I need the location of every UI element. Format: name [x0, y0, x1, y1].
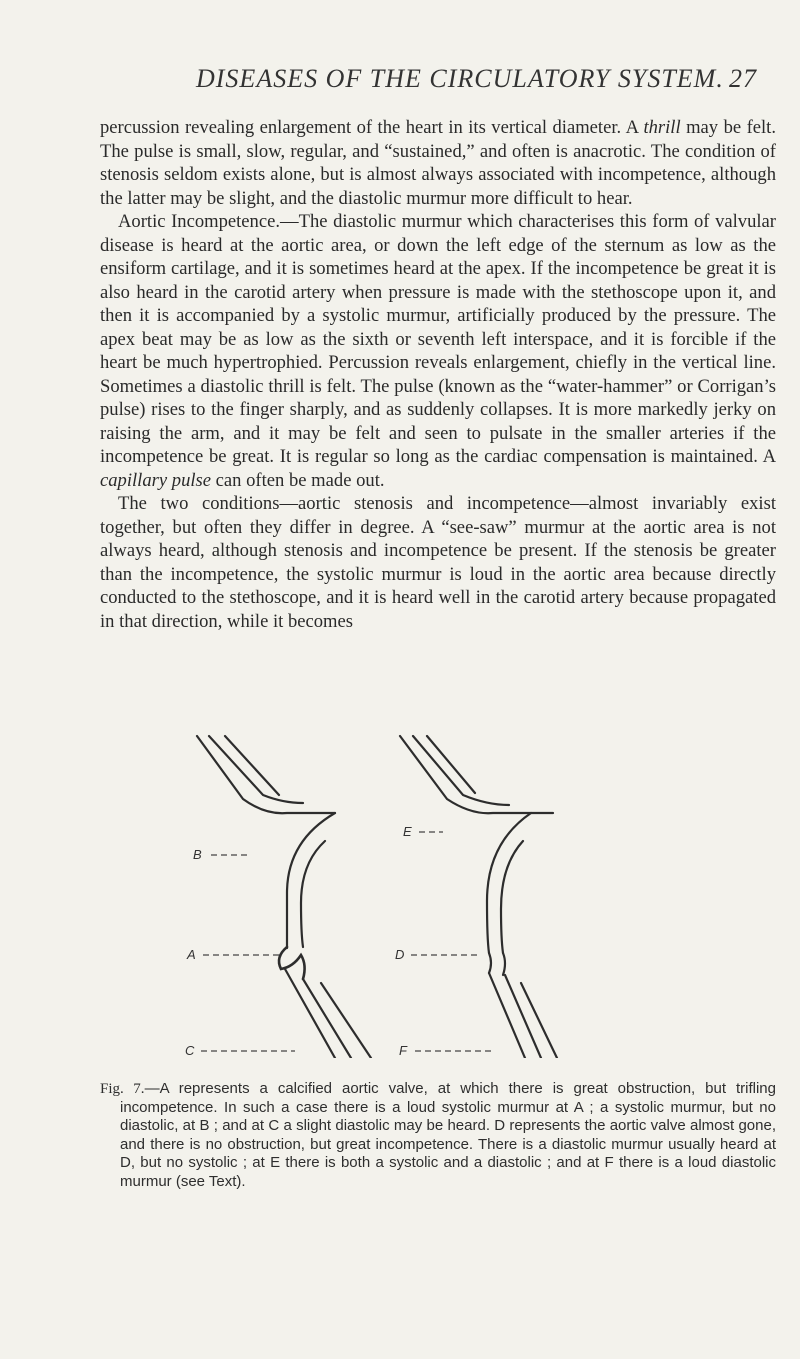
- p2-text-1: —The diastolic murmur which characterises this form of valvular disease is heard at the aortic area, or down the left edge of the sternum as low as the ensiform cartilage, and it is sometimes heard at the apex. If the incompetence be great it is also heard in the carotid artery when pressure is made with the stethoscope upon it, and then it is accompanied by a systolic murmur, artificially produced by the pressure. The apex beat may be as low as the sixth or seventh left interspace, and it is forcible if the heart be much hypertrophied. Percussion reveals enlargement, chiefly in the vertical line. Sometimes a diastolic thrill is felt. The pulse (known as the “water-hammer” or Corrigan’s pulse) rises to the finger sharply, and as suddenly collapses. It is more markedly jerky on raising the arm, and it may be felt and seen to pulsate in the smaller arteries if the incompetence be great. It is regular so long as the cardiac compensation is maintained. A: [100, 211, 776, 467]
- p2-text-2: can often be made out.: [211, 469, 385, 491]
- section-heading-aortic-incompetence: Aortic Incompetence.: [118, 211, 281, 232]
- running-head: [196, 64, 756, 94]
- p1-text-1: percussion revealing enlargement of the heart in its vertical diameter. A: [100, 117, 644, 138]
- valve-diagram-svg: [175, 733, 575, 1058]
- paragraph-2: [100, 210, 776, 492]
- figure-caption: [100, 1080, 776, 1191]
- label-b: B: [193, 847, 202, 862]
- paragraph-1: [100, 116, 776, 210]
- page-number: 27: [729, 64, 757, 93]
- left-lower-wall-1: [285, 969, 335, 1058]
- label-a: A: [187, 947, 196, 962]
- left-valve-calcified: [279, 947, 305, 979]
- label-e: E: [403, 824, 412, 839]
- body-text: [100, 116, 776, 633]
- right-aorta-inner-wall: [427, 736, 475, 793]
- caption-text: —A represents a calcified aortic valve, at which there is great obstruction, but trifling incompetence. In such a case there is a loud systolic murmur at A ; a systolic murmur, but no diastolic, at B ; and at C a slight diastolic may be heard. D represents the aortic valve almost gone, and there is no obstruction, but great incompetence. There is a diastolic murmur usually heard at D, but no systolic ; at E there is both a systolic and a diastolic ; and at F there is a loud diastolic murmur (see Text).: [120, 1080, 776, 1190]
- left-ventricle-wall: [287, 813, 335, 948]
- p1-text-2: may be felt. The pulse is small, slow, regular, and “sustained,” and often is anacrotic. The condition of stenosis seldom exists alone, but is almost always associated with incompetence, although the latter may be slight, and the diastolic murmur more difficult to hear.: [100, 117, 776, 209]
- figure-number: Fig. 7.: [100, 1081, 145, 1097]
- p3-text-1: The two conditions—aortic stenosis and incompetence—almost invariably exist together, but often they differ in degree. A “see-saw” murmur at the aortic area is not always heard, although stenosis and incompetence be present. If the stenosis be greater than the incompetence, the systolic murmur is loud in the aortic area because directly conducted to the stethoscope, and it is heard well in the carotid artery because propagated in that direction, while it becomes: [100, 493, 776, 632]
- right-ventricle-inner: [501, 841, 523, 953]
- right-lower-wall-3: [521, 983, 557, 1058]
- right-ventricle-wall: [487, 813, 531, 953]
- p1-emphasis-thrill: thrill: [643, 117, 681, 138]
- left-ventricle-inner: [301, 841, 325, 947]
- label-c: C: [185, 1043, 195, 1058]
- left-aorta-left-wall: [197, 736, 335, 813]
- right-aorta-right-wall: [413, 736, 509, 805]
- paragraph-3: [100, 492, 776, 633]
- right-lower-wall-1: [489, 973, 525, 1058]
- running-title: DISEASES OF THE CIRCULATORY SYSTEM.: [196, 64, 724, 93]
- label-d: D: [395, 947, 405, 962]
- p2-emphasis-capillary-pulse: capillary pulse: [100, 469, 212, 491]
- figure-aortic-valve-diagram: [175, 733, 575, 1058]
- label-f: F: [399, 1043, 407, 1058]
- right-valve-remnant: [489, 953, 505, 975]
